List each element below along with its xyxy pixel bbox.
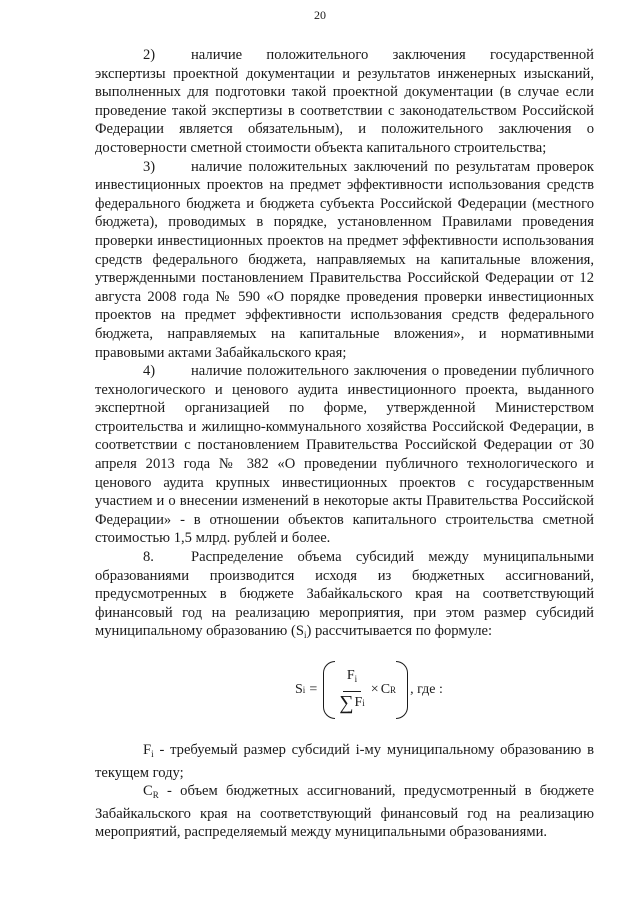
- page-number: 20: [314, 8, 326, 22]
- definition-symbol-sub: R: [152, 790, 159, 801]
- sum-symbol: ∑: [339, 692, 354, 715]
- numerator-symbol: F: [346, 668, 355, 684]
- definition-cr: [95, 782, 594, 842]
- formula-fraction: [339, 667, 365, 715]
- list-number: 2): [143, 47, 156, 63]
- subsidy-formula: [95, 655, 594, 725]
- section-text-sub: i: [303, 630, 307, 641]
- denominator-sub: i: [362, 698, 365, 708]
- document-body: [95, 46, 594, 842]
- section-number: 8.: [143, 549, 154, 566]
- list-item-text: наличие положительных заключений по результатам проверок инвестиционных проектов на предмет эффективности использования средств федерального бюджета и бюджета субъекта Российской Федерации (местного бюджета), проводимых в порядке, установленном Правилами проведения проверки инвестиционных проектов на предмет эффективности использования средств федерального бюджета, направляемых на капитальные вложения, утвержденными постановлением Правительства Российской Федерации от 12 августа 2008 года № 590 «О порядке проведения проверки инвестиционных проектов на предмет эффективности использования средств федерального бюджета, направляемых на капитальные вложения», и нормативными правовыми актами Забайкальского края;: [95, 158, 594, 361]
- denominator-symbol: F: [354, 695, 363, 710]
- definition-text: - объем бюджетных ассигнований, предусмотренный в бюджете Забайкальского края на соответствующий финансовый год на реализацию мероприятий, распределяемый между муниципальными образованиями.: [95, 783, 594, 841]
- definition-text: - требуемый размер субсидий i-му муниципальному образованию в текущем году;: [95, 742, 594, 781]
- list-item-text: наличие положительного заключения государственной экспертизы проектной документации и результатов инженерных изысканий, выполненных для подготовки такой проектной документации (в случае если проведение такой экспертизы в соответствии с законодательством Российской Федерации является обязательным), и положительного заключения о достоверности сметной стоимости объекта капитального строительства;: [95, 47, 594, 156]
- right-paren: [396, 661, 408, 719]
- formula-coef: C: [380, 681, 391, 697]
- definition-symbol: F: [143, 742, 152, 758]
- numerator-sub: i: [354, 674, 358, 685]
- formula-equals: =: [309, 681, 318, 697]
- definition-symbol-sub: i: [151, 749, 154, 759]
- section-text-before: Распределение объема субсидий между муниципальными образованиями производится исходя из бюджетных ассигнований, предусмотренных в бюджете Забайкальского края на соответствующий финансовый год на реализацию мероприятия, при этом размер субсидий муниципальному образованию (S: [95, 549, 594, 640]
- fraction-numerator: [343, 667, 361, 692]
- definition-fi: [95, 741, 594, 782]
- list-number: 4): [143, 363, 156, 380]
- list-item-2: [95, 46, 594, 158]
- left-paren: [323, 661, 335, 719]
- formula-lhs: S: [295, 681, 303, 697]
- formula-times: ×: [370, 681, 379, 697]
- definition-symbol: C: [143, 783, 153, 800]
- list-item-text: наличие положительного заключения о проведении публичного технологического и ценового аудита инвестиционного проекта, выданного экспертной организацией по форме, утвержденной Министерством строительства и жилищно-коммунального хозяйства Российской Федерации, в соответствии с постановлением Правительства Российской Федерации от 30 апреля 2013 года № 382 «О проведении публичного технологического и ценового аудита крупных инвестиционных проектов с государственным участием и о внесении изменений в некоторые акты Правительства Российской Федерации» - в отношении объектов капитального строительства сметной стоимостью 1,5 млрд. рублей и более.: [95, 363, 594, 547]
- formula-suffix: , где :: [410, 681, 443, 697]
- formula-coef-sub: R: [390, 684, 397, 695]
- section-text-after: ) рассчитывается по формуле:: [306, 623, 493, 640]
- section-8-paragraph: [95, 548, 594, 645]
- list-item-4: [95, 362, 594, 548]
- fraction-denominator: [339, 692, 365, 713]
- list-number: 3): [143, 158, 156, 175]
- formula-lhs-sub: i: [302, 684, 306, 695]
- list-item-3: [95, 158, 594, 363]
